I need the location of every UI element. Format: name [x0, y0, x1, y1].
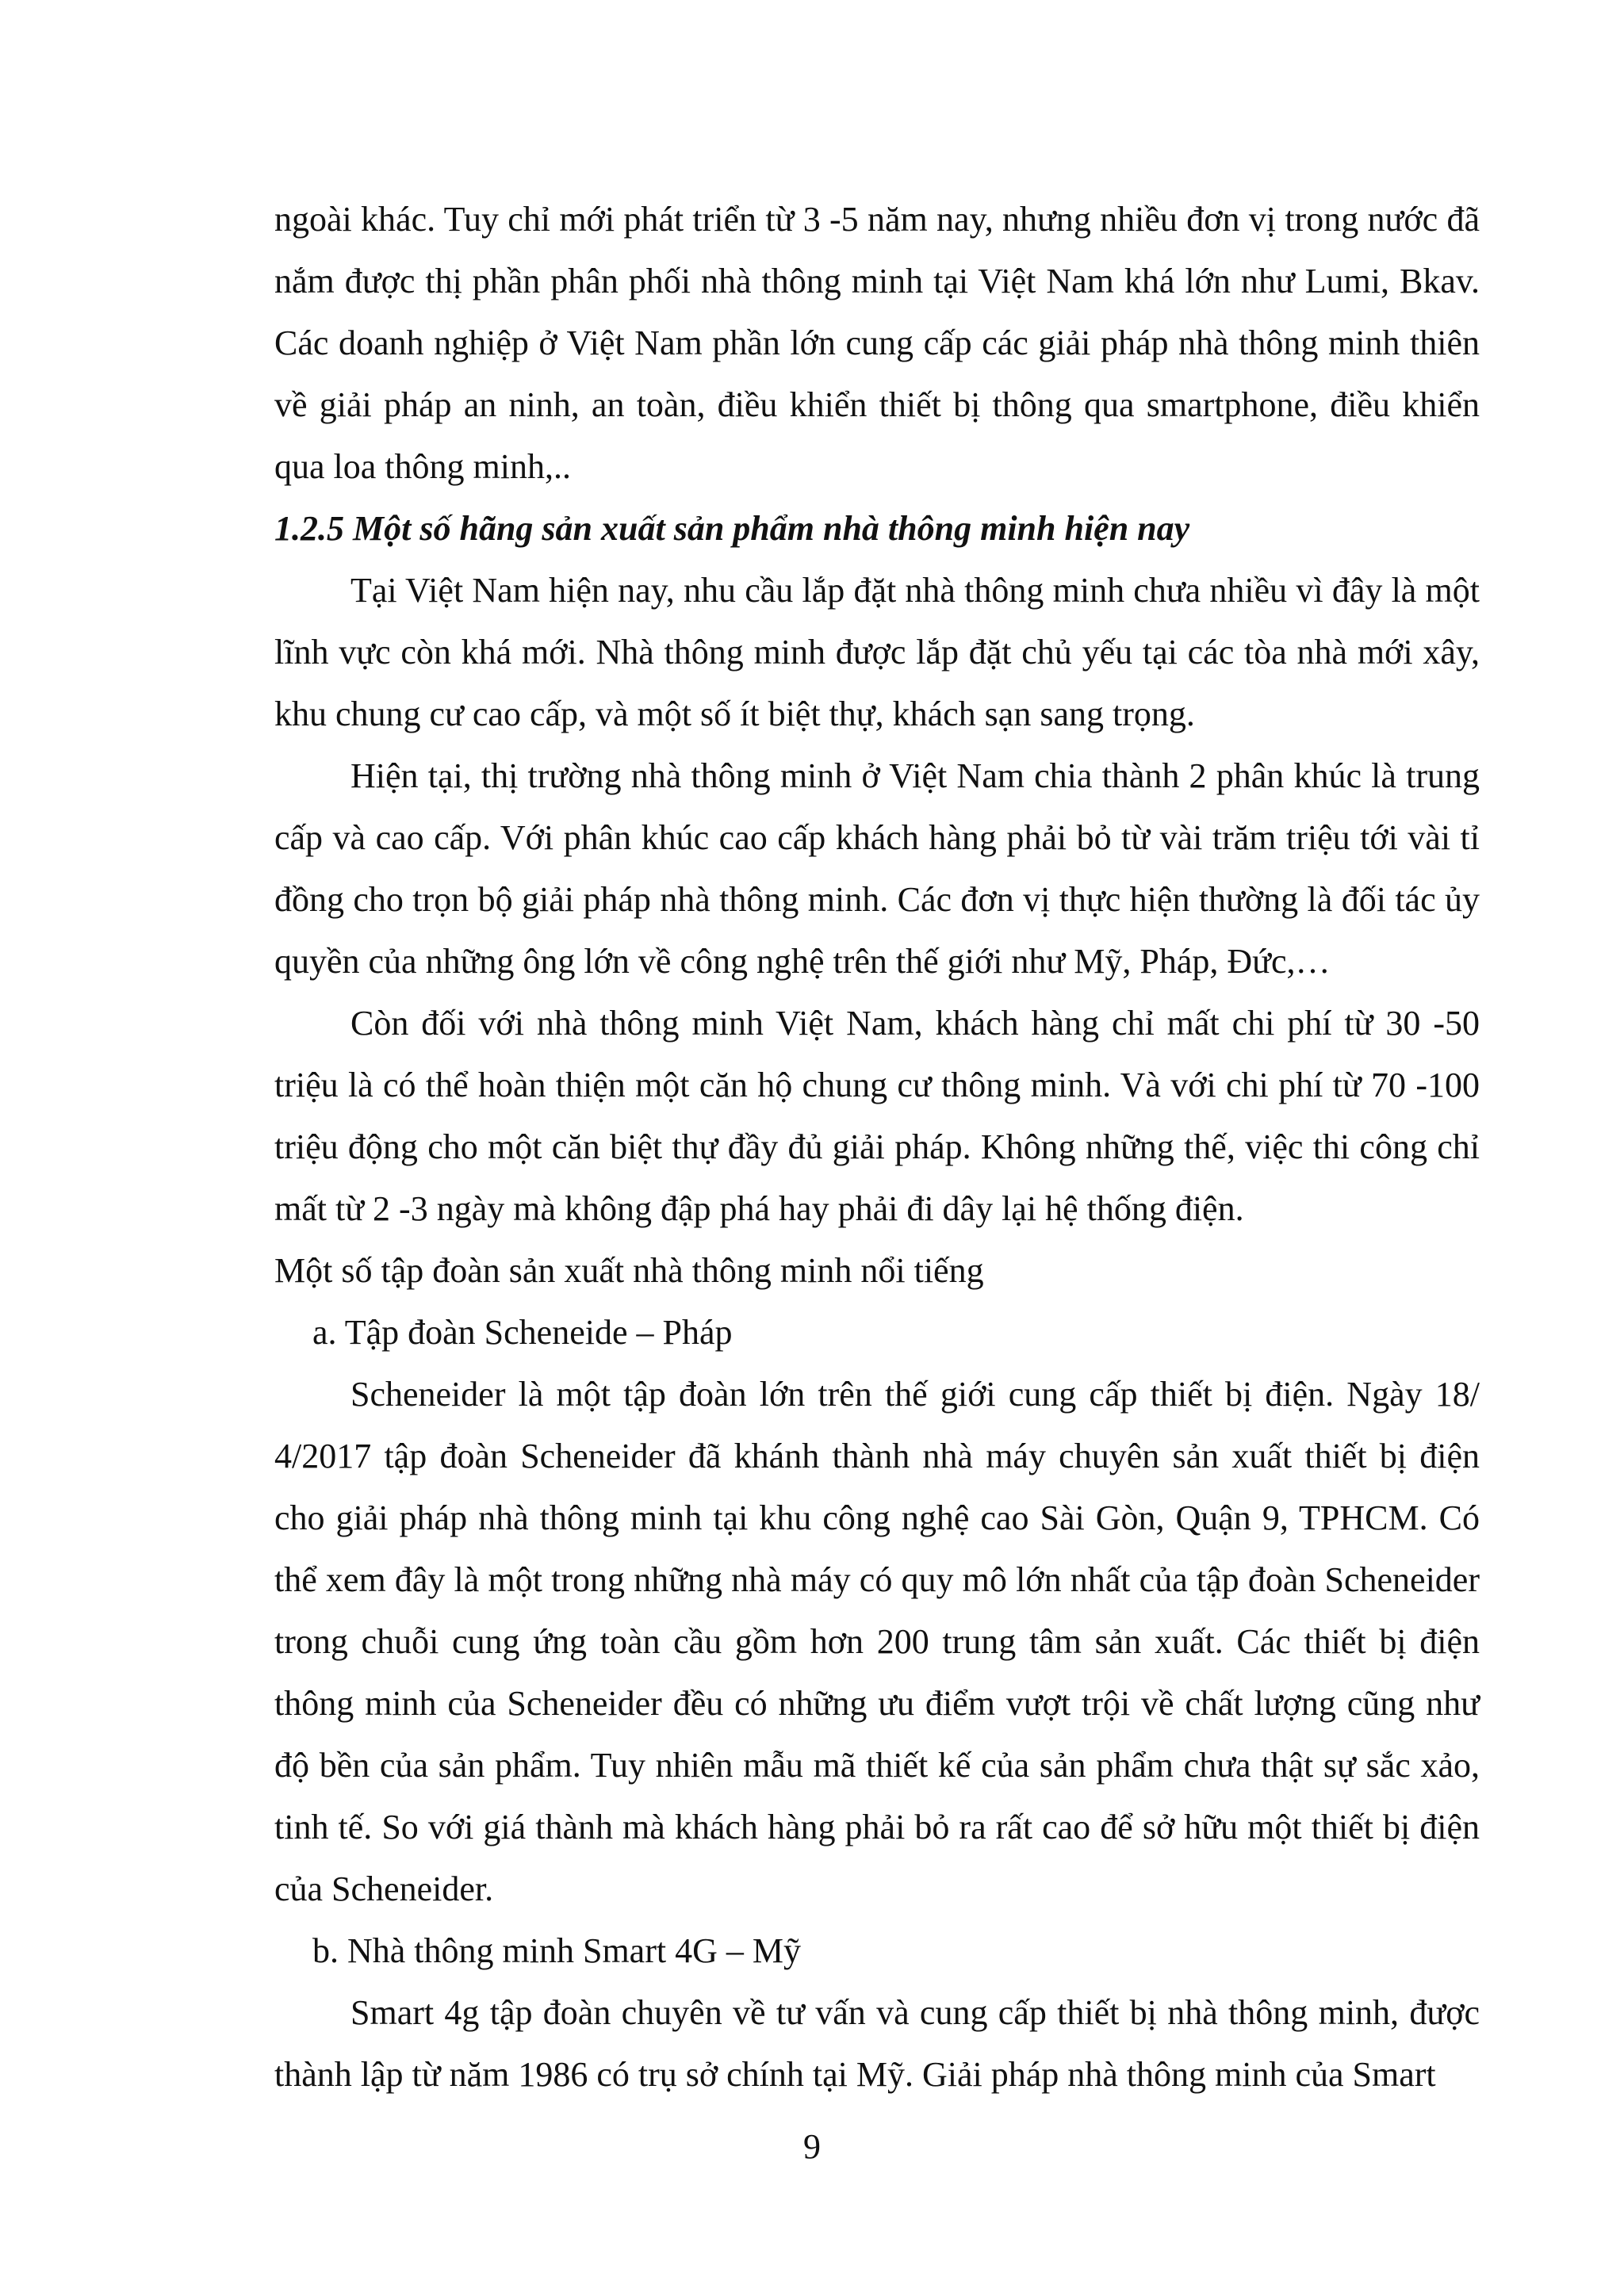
paragraph-market-segments: Hiện tại, thị trường nhà thông minh ở Việt Nam chia thành 2 phân khúc là trung cấp và cao cấp. Với phân khúc cao cấp khách hàng phải bỏ từ vài trăm triệu tới vài tỉ đồng cho trọn bộ giải pháp nhà thông minh. Các đơn vị thực hiện thường là đối tác ủy quyền của những ông lớn về công nghệ trên thế giới như Mỹ, Pháp, Đức,… — [274, 756, 1480, 981]
paragraph-scheneider: Scheneider là một tập đoàn lớn trên thế giới cung cấp thiết bị điện. Ngày 18/ 4/2017 tập đoàn Scheneider đã khánh thành nhà máy chuyên sản xuất thiết bị điện cho giải pháp nhà thông minh tại khu công nghệ cao Sài Gòn, Quận 9, TPHCM. Có thể xem đây là một trong những nhà máy có quy mô lớn nhất của tập đoàn Scheneider trong chuỗi cung ứng toàn cầu gồm hơn 200 trung tâm sản xuất. Các thiết bị điện thông minh của Scheneider đều có những ưu điểm vượt trội về chất lượng cũng như độ bền của sản phẩm. Tuy nhiên mẫu mã thiết kế của sản phẩm chưa thật sự sắc xảo, tinh tế. So với giá thành mà khách hàng phải bỏ ra rất cao để sở hữu một thiết bị điện của Scheneider. — [274, 1375, 1480, 1908]
page-number: 9 — [803, 2127, 821, 2166]
subheading-b: b. Nhà thông minh Smart 4G – Mỹ — [312, 1931, 801, 1970]
paragraph-vietnam-cost: Còn đối với nhà thông minh Việt Nam, khách hàng chỉ mất chi phí từ 30 -50 triệu là có thể hoàn thiện một căn hộ chung cư thông minh. Và với chi phí từ 70 -100 triệu động cho một căn biệt thự đầy đủ giải pháp. Không những thế, việc thi công chỉ mất từ 2 -3 ngày mà không đập phá hay phải đi dây lại hệ thống điện. — [274, 1004, 1480, 1228]
paragraph-demand: Tại Việt Nam hiện nay, nhu cầu lắp đặt nhà thông minh chưa nhiều vì đây là một lĩnh vực còn khá mới. Nhà thông minh được lắp đặt chủ yếu tại các tòa nhà mới xây, khu chung cư cao cấp, và một số ít biệt thự, khách sạn sang trọng. — [274, 571, 1480, 733]
paragraph-smart4g: Smart 4g tập đoàn chuyên về tư vấn và cung cấp thiết bị nhà thông minh, được thành lập từ năm 1986 có trụ sở chính tại Mỹ. Giải pháp nhà thông minh của Smart — [274, 1993, 1480, 2094]
paragraph-intro-list: Một số tập đoàn sản xuất nhà thông minh nổi tiếng — [274, 1251, 984, 1290]
paragraph-continuation: ngoài khác. Tuy chỉ mới phát triển từ 3 -5 năm nay, nhưng nhiều đơn vị trong nước đã nắm được thị phần phân phối nhà thông minh tại Việt Nam khá lớn như Lumi, Bkav. Các doanh nghiệp ở Việt Nam phần lớn cung cấp các giải pháp nhà thông minh thiên về giải pháp an ninh, an toàn, điều khiển thiết bị thông qua smartphone, điều khiển qua loa thông minh,.. — [274, 200, 1480, 486]
section-heading: 1.2.5 Một số hãng sản xuất sản phẩm nhà thông minh hiện nay — [274, 509, 1190, 548]
subheading-a: a. Tập đoàn Scheneide – Pháp — [312, 1313, 733, 1352]
document-page — [274, 189, 1480, 2106]
